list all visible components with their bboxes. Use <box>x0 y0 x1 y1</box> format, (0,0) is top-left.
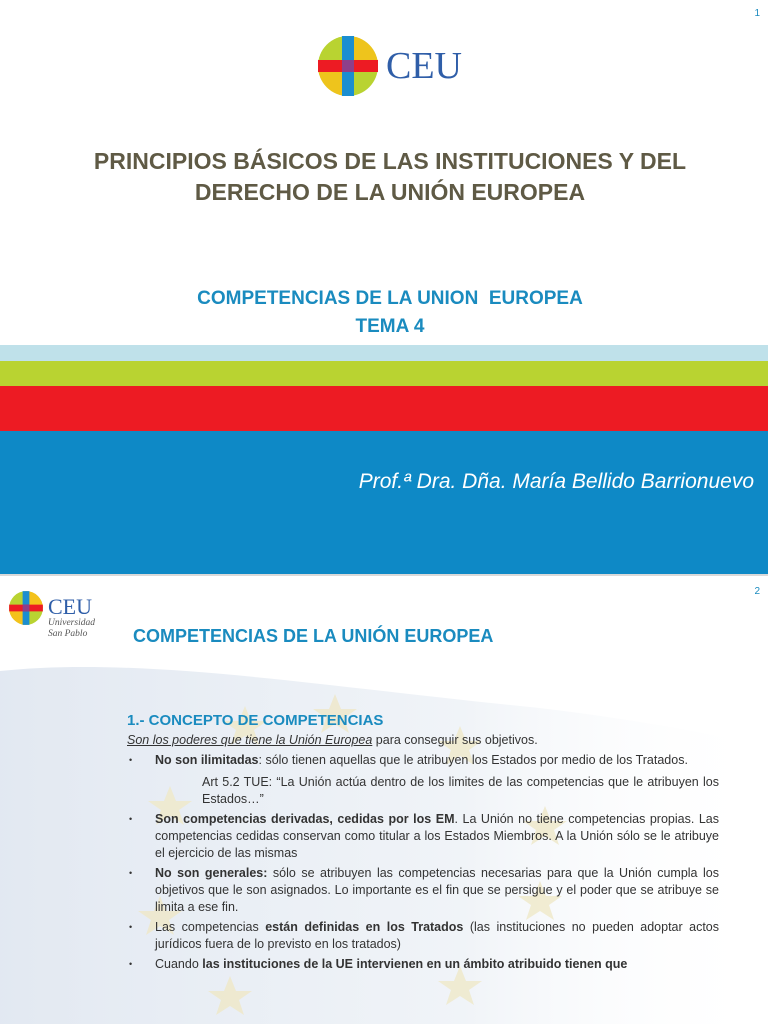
item-bold: No son generales: <box>155 866 268 880</box>
band-lightblue <box>0 345 768 361</box>
intro-paragraph <box>127 732 719 749</box>
item-bold: están definidas en los Tratados <box>265 920 464 934</box>
list-item <box>127 956 719 973</box>
bullet-icon: • <box>129 868 133 878</box>
university-line2: San Pablo <box>48 629 88 639</box>
section-heading: 1.- CONCEPTO DE COMPETENCIAS <box>127 712 384 729</box>
band-red <box>0 386 768 431</box>
course-title: PRINCIPIOS BÁSICOS DE LAS INSTITUCIONES Y DEL DERECHO DE LA UNIÓN EUROPEA <box>93 148 687 205</box>
intro-underlined: Son los poderes que tiene la Unión Europea <box>127 733 373 747</box>
topic-subtitle <box>40 285 740 341</box>
slide-title: COMPETENCIAS DE LA UNIÓN EUROPEA <box>133 626 494 646</box>
item-text: . La Unión no tiene competencias propias. Las competencias cedidas conservan como titular a los Estados Miembros. A la Unión sólo se le atribuye el ejercicio de las mismas <box>155 812 719 860</box>
item-text: (las instituciones no pueden adoptar actos jurídicos fuera de lo previsto en los tratados) <box>155 920 719 951</box>
topic-line2: TEMA 4 <box>355 316 425 337</box>
author-name: Prof.ª Dra. Dña. María Bellido Barrionuevo <box>358 470 754 493</box>
item-text: : sólo tienen aquellas que le atribuyen los Estados por medio de los Tratados. <box>258 753 688 767</box>
logo-text: CEU <box>48 594 92 619</box>
item-pre: Cuando <box>155 957 203 971</box>
logo-text: CEU <box>386 45 462 87</box>
slide-number: 2 <box>754 586 760 597</box>
ceu-cross-icon <box>8 590 44 626</box>
item-bold: las instituciones de la UE intervienen en un ámbito atribuido tienen que <box>202 957 628 971</box>
treaty-quote: Art 5.2 TUE: “La Unión actúa dentro de los limites de las competencias que le atribuyen los Estados…” <box>202 775 719 806</box>
item-bold: Son competencias derivadas, cedidas por los EM <box>155 812 455 826</box>
slide-body <box>127 712 719 973</box>
item-text: sólo se atribuyen las competencias necesarias para que la Unión cumpla los objetivos que le son asignados. Lo importante es el fin que se persigue y el poder que se atribuye se limita a ese fin. <box>155 866 719 914</box>
ceu-logo <box>316 34 466 98</box>
topic-line1: COMPETENCIAS DE LA UNION EUROPEA <box>197 288 583 309</box>
bullet-icon: • <box>129 959 133 969</box>
university-line1: Universidad <box>48 618 95 628</box>
item-pre: Las competencias <box>155 920 266 934</box>
intro-rest: para conseguir sus objetivos. <box>372 733 538 747</box>
band-blue <box>0 431 768 574</box>
list-item <box>127 752 719 769</box>
slide-number: 1 <box>754 8 760 19</box>
content-slide <box>0 576 768 1024</box>
university-name <box>48 618 95 640</box>
bullet-icon: • <box>129 922 133 932</box>
list-item <box>127 865 719 916</box>
bullet-icon: • <box>129 755 133 765</box>
list-item <box>127 811 719 862</box>
item-bold: No son ilimitadas <box>155 753 259 767</box>
bullet-icon: • <box>129 814 133 824</box>
band-green <box>0 361 768 386</box>
list-item <box>127 919 719 953</box>
